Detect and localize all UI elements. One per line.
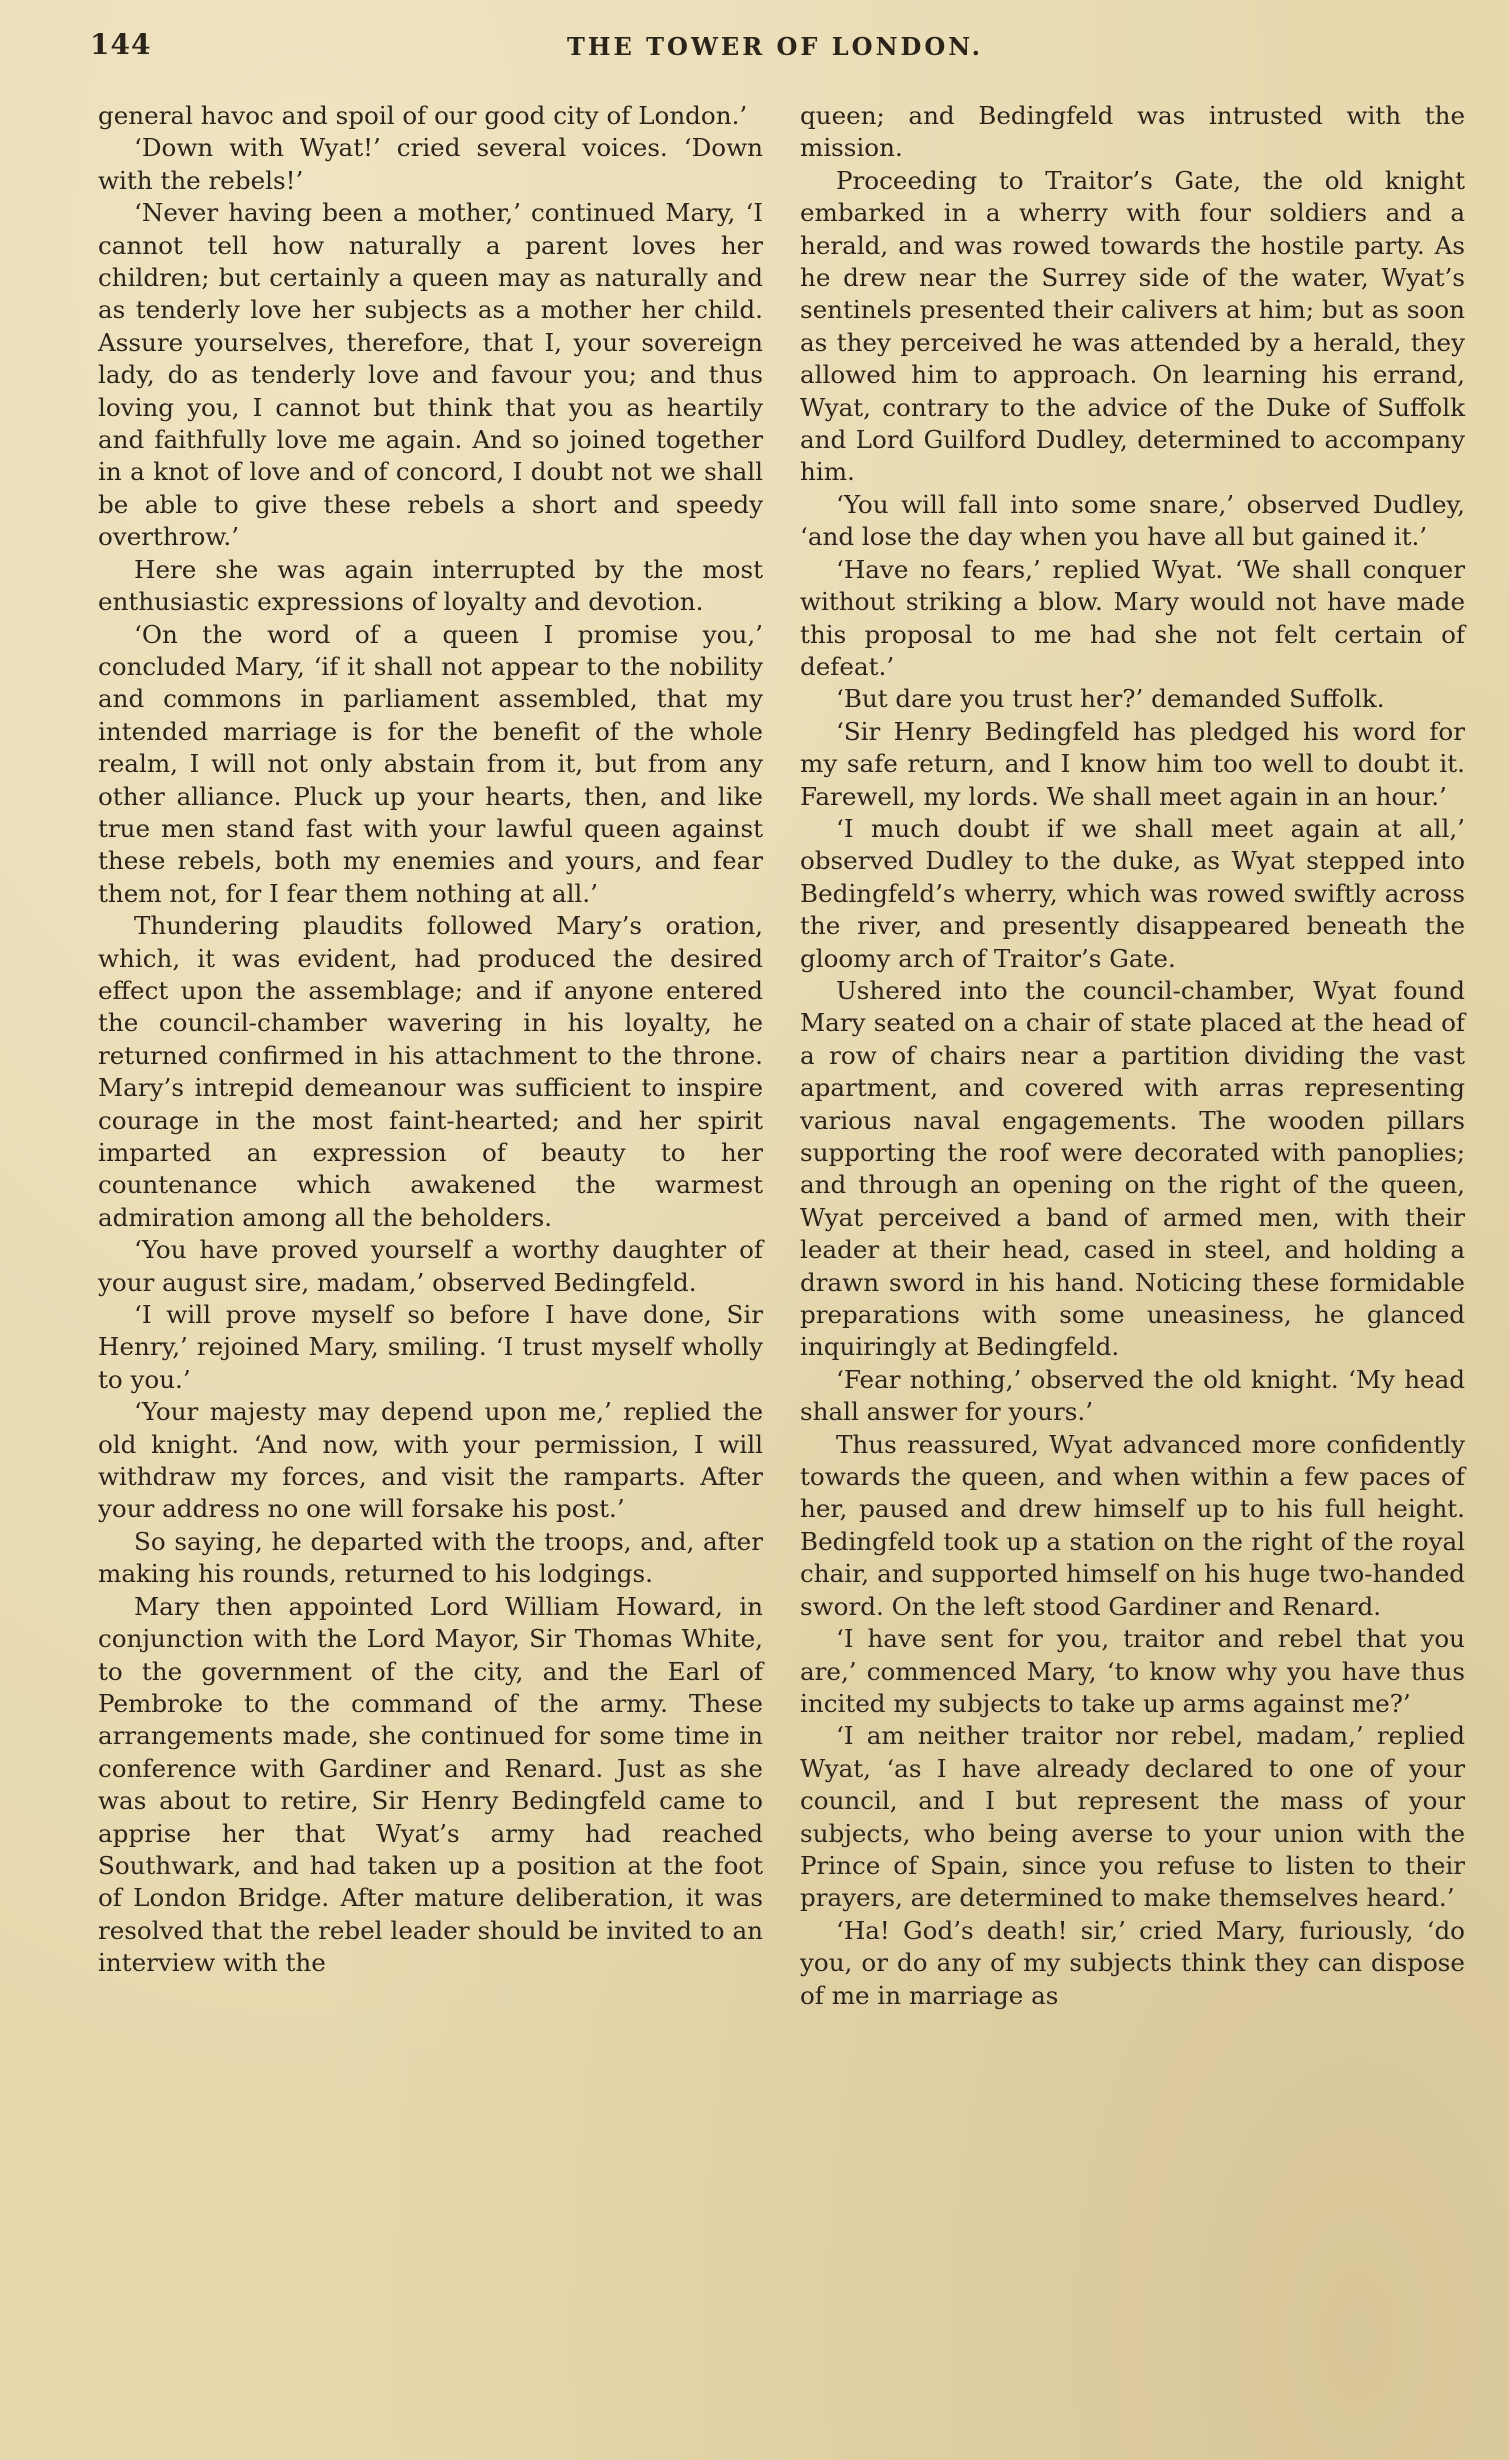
- paragraph: Proceeding to Traitor’s Gate, the old knight embarked in a wherry with four soldiers and a herald, and was rowed towards the hostile party. As he drew near the Surrey side of the water, Wyat’s sentinels presented their calivers at him; but as soon as they perceived he was attended by a herald, they allowed him to approach. On learning his errand, Wyat, contrary to the advice of the Duke of Suffolk and Lord Guilford Dudley, determined to accompany him.: [800, 165, 1465, 487]
- paragraph: ‘Have no fears,’ replied Wyat. ‘We shall conquer without striking a blow. Mary would not have made this proposal to me had she not felt certain of defeat.’: [800, 554, 1465, 681]
- paragraph: ‘You will fall into some snare,’ observed Dudley, ‘and lose the day when you have all but gained it.’: [800, 489, 1465, 552]
- paragraph: ‘I am neither traitor nor rebel, madam,’ replied Wyat, ‘as I have already declared to one of your council, and I but represent the mass of your subjects, who being averse to your union with the Prince of Spain, since you refuse to listen to their prayers, are determined to make themselves heard.’: [800, 1721, 1465, 1913]
- paragraph: ‘Ha! God’s death! sir,’ cried Mary, furiously, ‘do you, or do any of my subjects think they can dispose of me in marriage as: [800, 1915, 1465, 2010]
- paragraph: ‘I will prove myself so before I have done, Sir Henry,’ rejoined Mary, smiling. ‘I trust myself wholly to you.’: [98, 1300, 763, 1394]
- right-column: [800, 100, 1465, 2012]
- paragraph: ‘Fear nothing,’ observed the old knight. ‘My head shall answer for yours.’: [800, 1364, 1465, 1427]
- running-title: THE TOWER OF LONDON.: [567, 32, 983, 61]
- paragraph: Thundering plaudits followed Mary’s oration, which, it was evident, had produced the desired effect upon the assemblage; and if anyone entered the council-chamber wavering in his loyalty, he returned confirmed in his attachment to the throne. Mary’s intrepid demeanour was sufficient to inspire courage in the most faint-hearted; and her spirit imparted an expression of beauty to her countenance which awakened the warmest admiration among all the beholders.: [98, 911, 763, 1232]
- paragraph: ‘I much doubt if we shall meet again at all,’ observed Dudley to the duke, as Wyat stepped into Bedingfeld’s wherry, which was rowed swiftly across the river, and presently disappeared beneath the gloomy arch of Traitor’s Gate.: [800, 813, 1465, 973]
- paragraph: Ushered into the council-chamber, Wyat found Mary seated on a chair of state placed at the head of a row of chairs near a partition dividing the vast apartment, and covered with arras representing various naval engagements. The wooden pillars supporting the roof were decorated with panoplies; and through an opening on the right of the queen, Wyat perceived a band of armed men, with their leader at their head, cased in steel, and holding a drawn sword in his hand. Noticing these formidable preparations with some uneasiness, he glanced inquiringly at Bedingfeld.: [800, 975, 1465, 1362]
- paragraph: ‘Never having been a mother,’ continued Mary, ‘I cannot tell how naturally a parent loves her children; but certainly a queen may as naturally and as tenderly love her subjects as a mother her child. Assure yourselves, therefore, that I, your sovereign lady, do as tenderly love and favour you; and thus loving you, I cannot but think that you as heartily and faithfully love me again. And so joined together in a knot of love and of concord, I doubt not we shall be able to give these rebels a short and speedy overthrow.’: [98, 198, 763, 552]
- paragraph: Thus reassured, Wyat advanced more confidently towards the queen, and when within a few paces of her, paused and drew himself up to his full height. Bedingfeld took up a station on the right of the royal chair, and supported himself on his huge two-handed sword. On the left stood Gardiner and Renard.: [800, 1429, 1465, 1621]
- paragraph: ‘Down with Wyat!’ cried several voices. ‘Down with the rebels!’: [98, 133, 763, 195]
- paragraph: ‘But dare you trust her?’ demanded Suffolk.: [836, 684, 1385, 714]
- paragraph: Mary then appointed Lord William Howard, in conjunction with the Lord Mayor, Sir Thomas White, to the government of the city, and the Earl of Pembroke to the command of the army. These arrangements made, she continued for some time in conference with Gardiner and Renard. Just as she was about to retire, Sir Henry Bedingfeld came to apprise her that Wyat’s army had reached Southwark, and had taken up a position at the foot of London Bridge. After mature deliberation, it was resolved that the rebel leader should be invited to an interview with the: [98, 1591, 763, 1978]
- paragraph: ‘On the word of a queen I promise you,’ concluded Mary, ‘if it shall not appear to the nobility and commons in parliament assembled, that my intended marriage is for the benefit of the whole realm, I will not only abstain from it, but from any other alliance. Pluck up your hearts, then, and like true men stand fast with your lawful queen against these rebels, both my enemies and yours, and fear them not, for I fear them nothing at all.’: [98, 619, 763, 908]
- paragraph: ‘Your majesty may depend upon me,’ replied the old knight. ‘And now, with your permission, I will withdraw my forces, and visit the ramparts. After your address no one will forsake his post.’: [98, 1397, 763, 1524]
- page-header: [90, 28, 1460, 68]
- paragraph: ‘I have sent for you, traitor and rebel that you are,’ commenced Mary, ‘to know why you have thus incited my subjects to take up arms against me?’: [800, 1624, 1465, 1718]
- paragraph: ‘Sir Henry Bedingfeld has pledged his word for my safe return, and I know him too well to doubt it. Farewell, my lords. We shall meet again in an hour.’: [800, 716, 1465, 811]
- paragraph: So saying, he departed with the troops, and, after making his rounds, returned to his lodgings.: [98, 1526, 763, 1589]
- left-column: [98, 100, 763, 1980]
- paragraph: Here she was again interrupted by the most enthusiastic expressions of loyalty and devotion.: [98, 554, 763, 617]
- page-number: 144: [90, 28, 152, 61]
- paragraph: ‘You have proved yourself a worthy daughter of your august sire, madam,’ observed Bedingfeld.: [98, 1235, 763, 1297]
- paragraph: general havoc and spoil of our good city of London.’: [98, 101, 748, 130]
- paragraph: queen; and Bedingfeld was intrusted with the mission.: [800, 101, 1465, 163]
